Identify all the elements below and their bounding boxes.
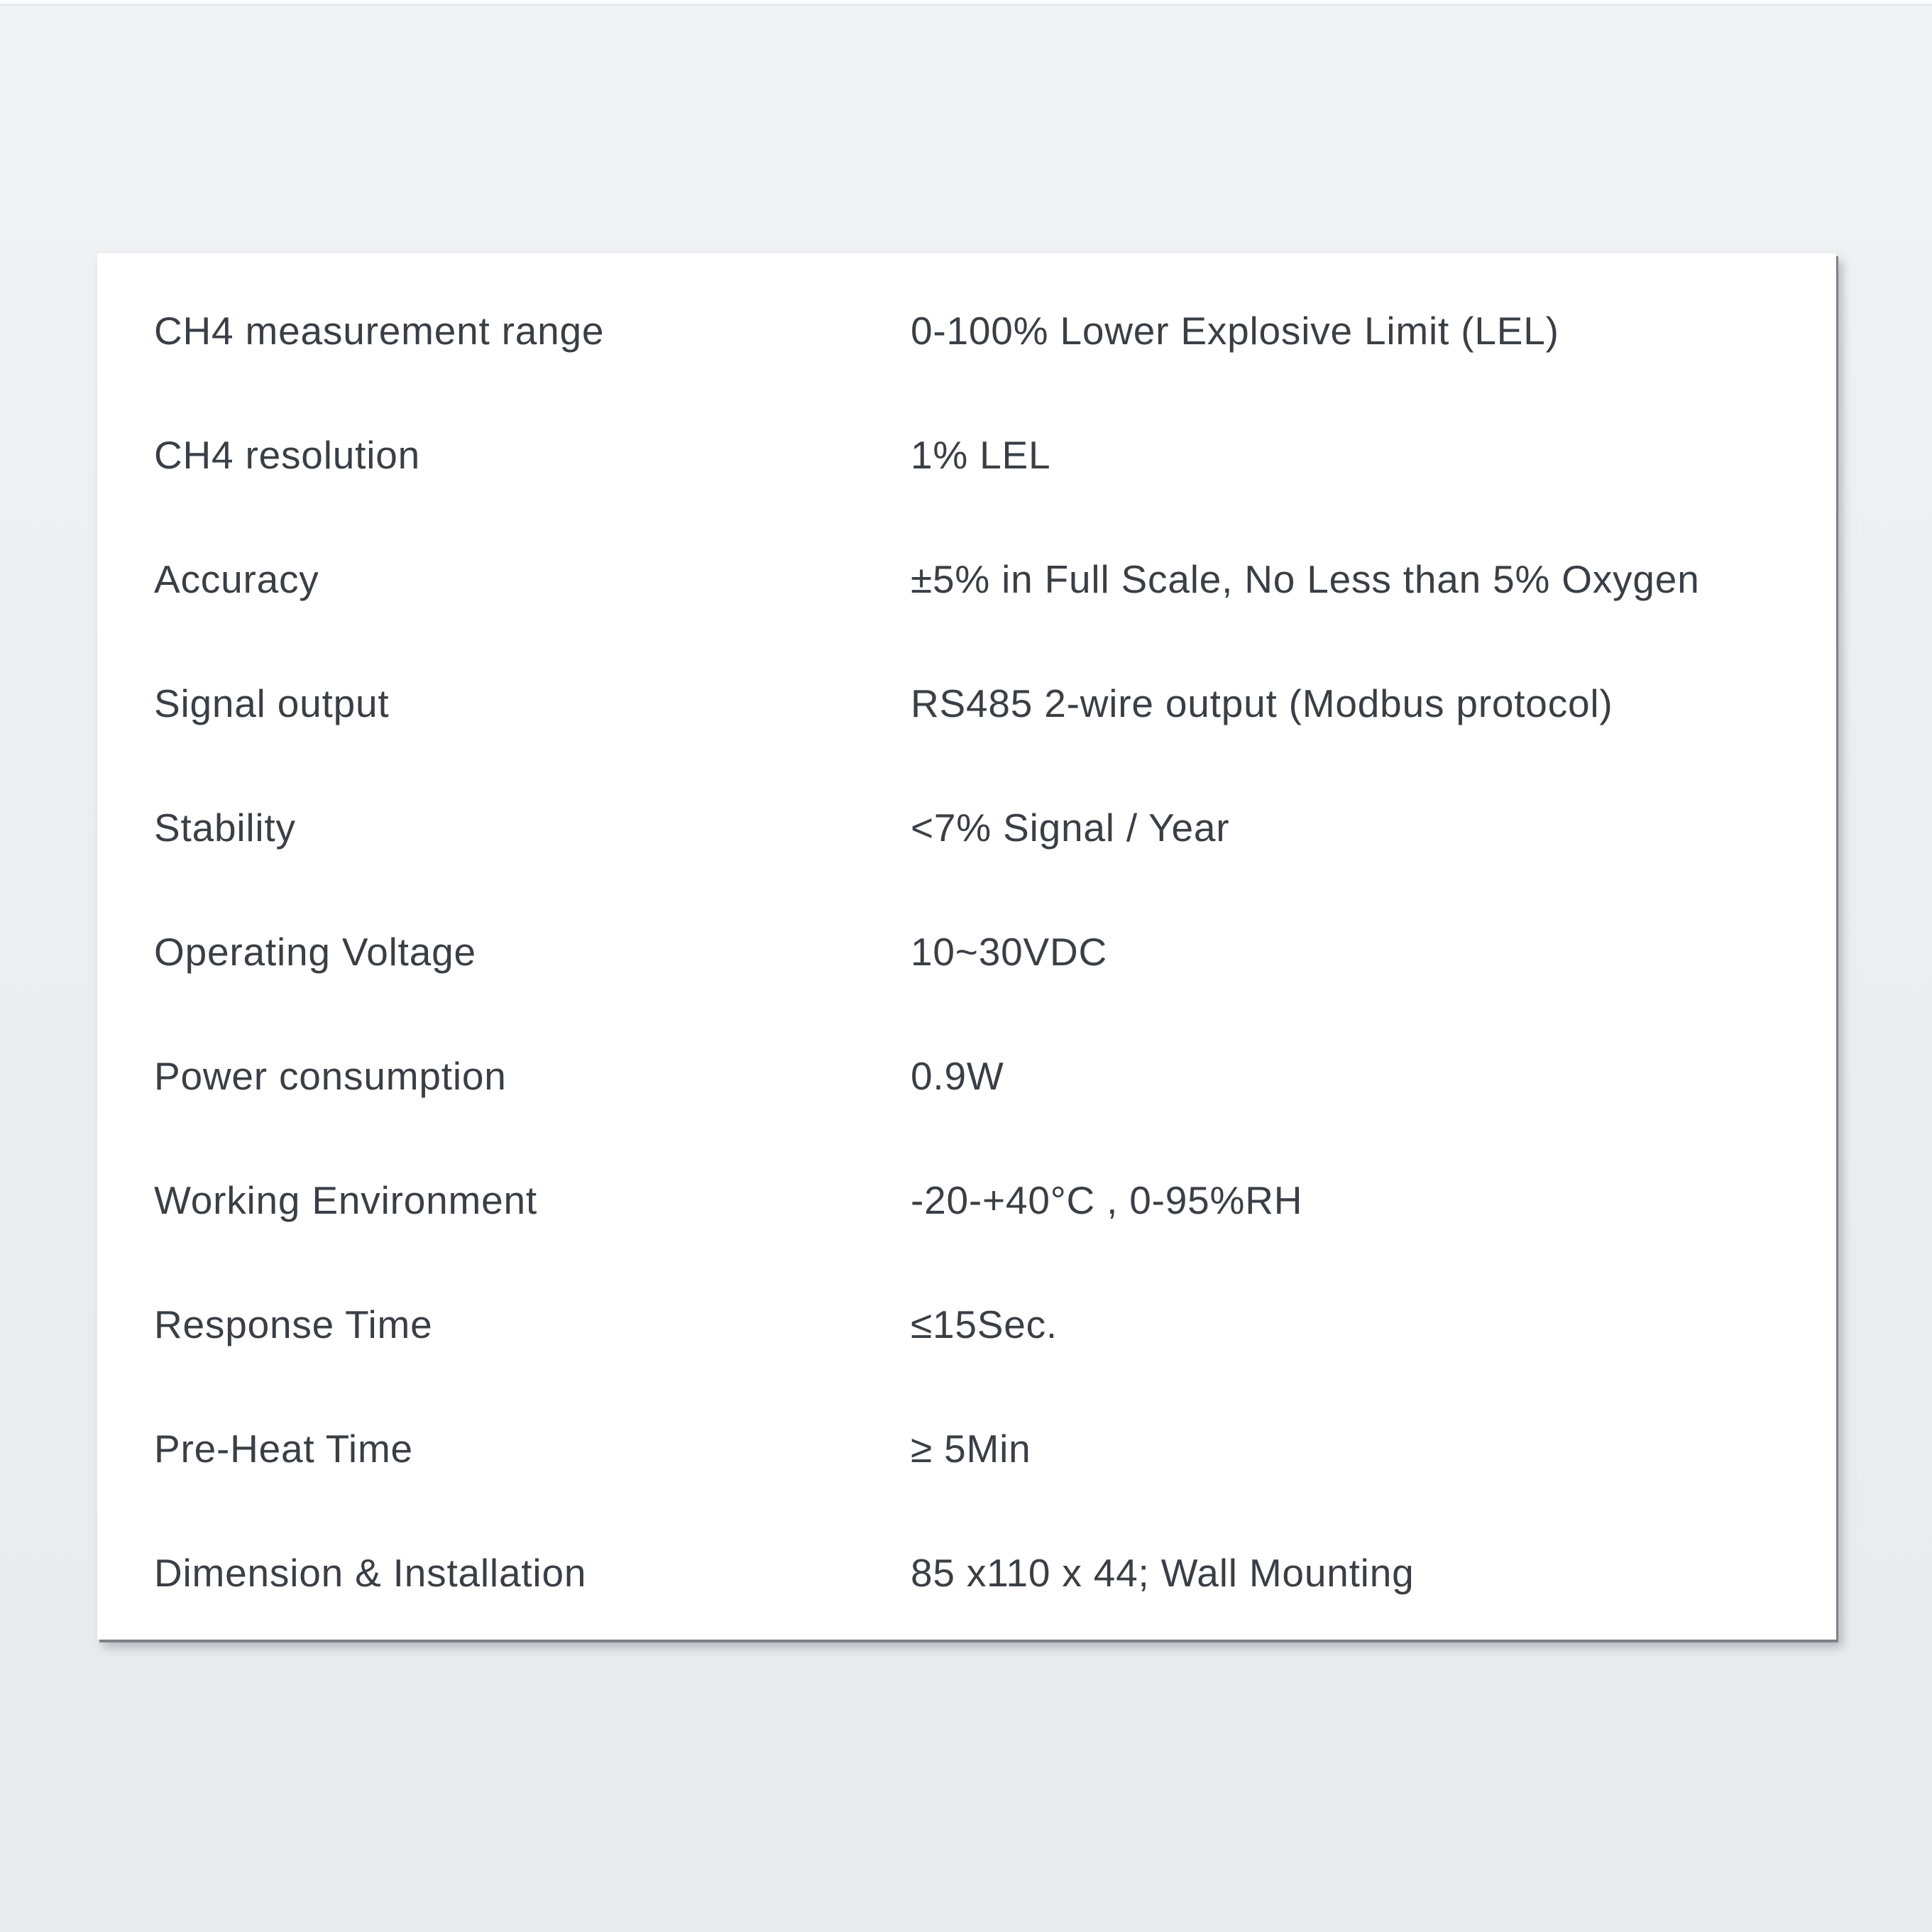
table-row (154, 393, 1808, 517)
page-top-strip (0, 0, 1932, 6)
table-row (154, 641, 1808, 765)
spec-label: Pre-Heat Time (154, 1426, 413, 1471)
table-row (154, 268, 1808, 393)
spec-label: Stability (154, 805, 296, 850)
specification-card (97, 253, 1836, 1640)
table-row (154, 765, 1808, 889)
spec-value: ±5% in Full Scale, No Less than 5% Oxygen (911, 556, 1700, 601)
spec-label: Accuracy (154, 556, 319, 601)
spec-value: 0-100% Lower Explosive Limit (LEL) (911, 308, 1559, 353)
specification-table (154, 268, 1808, 1635)
spec-value: -20-+40°C , 0-95%RH (911, 1178, 1303, 1222)
spec-value: 1% LEL (911, 432, 1051, 477)
table-row (154, 1510, 1808, 1635)
spec-label: CH4 measurement range (154, 308, 605, 353)
spec-value: RS485 2-wire output (Modbus protocol) (911, 681, 1613, 725)
spec-label: Dimension & Installation (154, 1550, 587, 1595)
spec-value: 0.9W (911, 1053, 1004, 1098)
spec-value: <7% Signal / Year (911, 805, 1230, 850)
table-row (154, 889, 1808, 1014)
spec-label: CH4 resolution (154, 432, 420, 477)
spec-label: Power consumption (154, 1053, 507, 1098)
spec-label: Operating Voltage (154, 929, 476, 974)
spec-value: ≥ 5Min (911, 1426, 1031, 1471)
table-row (154, 517, 1808, 641)
table-row (154, 1138, 1808, 1262)
table-row (154, 1386, 1808, 1510)
spec-label: Working Environment (154, 1178, 537, 1222)
spec-value: ≤15Sec. (911, 1302, 1058, 1346)
table-row (154, 1262, 1808, 1386)
spec-value: 85 x110 x 44; Wall Mounting (911, 1550, 1415, 1595)
spec-value: 10~30VDC (911, 929, 1107, 974)
spec-label: Response Time (154, 1302, 433, 1346)
table-row (154, 1014, 1808, 1138)
spec-label: Signal output (154, 681, 390, 725)
